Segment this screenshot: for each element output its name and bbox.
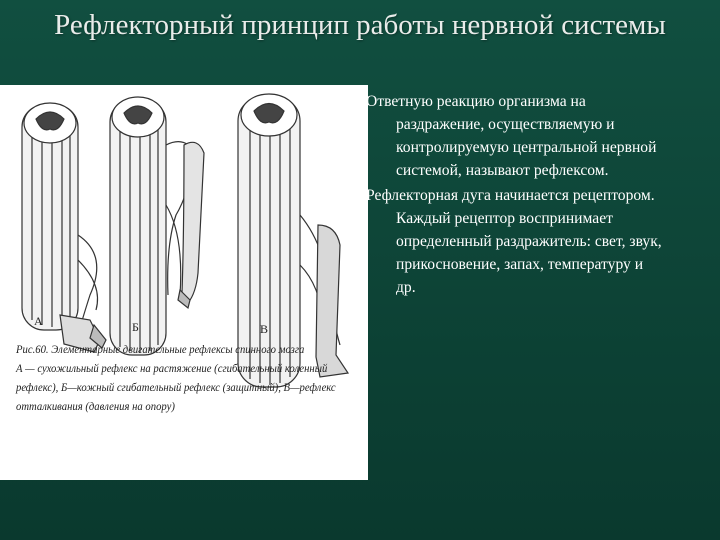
- panel-label-c: В: [260, 322, 269, 336]
- caption-line: А — сухожильный рефлекс на растяжение (сгибательный коленный: [16, 362, 328, 375]
- paragraph-reflex-definition: Ответную реакцию организма на раздражение, осуществляемую и контролируемую центральной нервной системой, называют рефлексом.: [366, 93, 657, 179]
- slide-title: Рефлекторный принцип работы нервной системы: [54, 9, 666, 41]
- panel-label-b: Б: [132, 320, 139, 334]
- caption-line: рефлекс), Б—кожный сгибательный рефлекс (защитный), В—рефлекс: [16, 381, 336, 394]
- paragraph-reflex-arc: Рефлекторная дуга начинается рецептором. Каждый рецептор воспринимает определенный раздражитель: свет, звук, прикосновение, запах, температуру и др.: [366, 187, 662, 296]
- spinal-segment-a: [22, 103, 98, 335]
- spinal-cord-illustration: [0, 85, 368, 480]
- reflex-figure: [0, 85, 368, 480]
- caption-line: отталкивания (давления на опору): [16, 400, 175, 413]
- caption-line: Рис.60. Элементарные двигательные рефлексы спинного мозга: [16, 343, 305, 356]
- body-text: [366, 90, 666, 301]
- leg-b: [178, 142, 204, 308]
- figure-caption: [16, 340, 336, 416]
- panel-label-a: А: [34, 314, 43, 328]
